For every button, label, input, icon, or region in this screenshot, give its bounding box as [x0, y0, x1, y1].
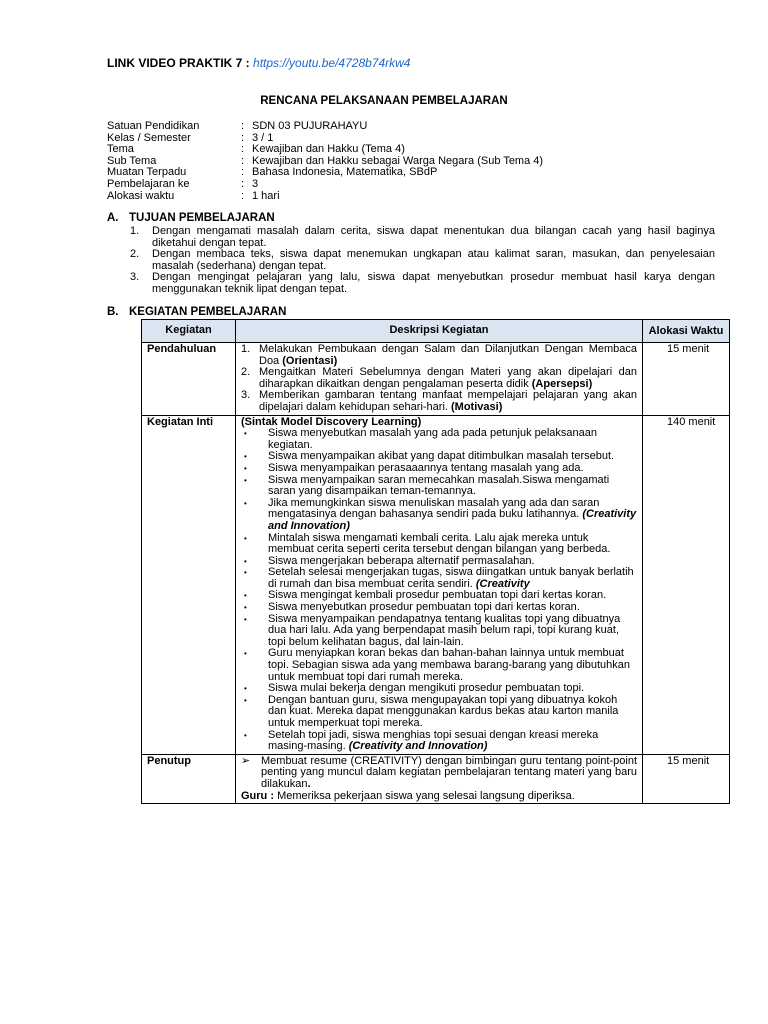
identity-colon: : — [241, 143, 245, 156]
objective-number: 2. — [130, 248, 140, 261]
identity-key: Tema — [107, 143, 134, 156]
pendahuluan-item — [241, 390, 637, 413]
inti-heading: (Sintak Model Discovery Learning) — [241, 415, 422, 428]
inti-bullet — [241, 475, 637, 498]
row-pendahuluan — [142, 343, 730, 416]
inti-bullet-text: Mintalah siswa mengamati kembali cerita. Lalu ajak mereka untuk membuat cerita seperti cerita tersebut dengan bilangan yang berbeda. — [268, 531, 611, 556]
inti-bullet-text: Siswa mulai bekerja dengan mengikuti prosedur pembuatan topi. — [268, 682, 585, 695]
section-a-heading — [107, 212, 275, 224]
identity-block — [107, 121, 543, 202]
section-b-heading — [107, 306, 286, 318]
row-inti — [142, 415, 730, 754]
pendahuluan-number: 1. — [241, 343, 251, 355]
inti-bullet — [241, 695, 637, 730]
inti-bullet — [241, 602, 637, 614]
pendahuluan-text: Mengaitkan Materi Sebelumnya dengan Materi yang akan dipelajari dan diharapkan dikaitkan dengan pengalaman peserta didik (Apersepsi) — [259, 366, 637, 390]
video-link-label: LINK VIDEO PRAKTIK 7 : — [107, 56, 250, 70]
inti-bullet-text: Guru menyiapkan koran bekas dan bahan-bahan lainnya untuk membuat topi. Sebagian siswa ada yang membawa barang-barang yang dibutuhkan untuk membuat topi dari rumah mereka. — [268, 647, 631, 683]
inti-bullet — [241, 463, 637, 475]
inti-bullet-text: Siswa menyampaikan pendapatnya tentang kualitas topi yang dibuatnya dua hari lalu. Ada yang berpendapat masih belum rapi, topi kurang kuat, topi belum kelihatan bagus, dal lain-lain. — [268, 612, 621, 648]
document-title: RENCANA PELAKSANAAN PEMBELAJARAN — [260, 95, 508, 107]
inti-bullet-text: Siswa menyampaikan akibat yang dapat ditimbulkan masalah tersebut. — [268, 450, 615, 463]
header-alokasi: Alokasi Waktu — [643, 320, 730, 343]
objective-text: Dengan mengamati masalah dalam cerita, siswa dapat menentukan dua bilangan cacah yang hasil baginya diketahui dengan tepat. — [152, 225, 715, 249]
objective-text: Dengan mengingat pelajaran yang lalu, siswa dapat menyebutkan prosedur membuat hasil karya dengan menggunakan teknik lipat dengan tepat. — [152, 271, 715, 295]
video-link-line — [107, 56, 410, 70]
time-pendahuluan: 15 menit — [643, 343, 730, 416]
video-link-url[interactable]: https://youtu.be/4728b74rkw4 — [253, 56, 411, 70]
objective-item — [130, 249, 715, 272]
identity-value: 3 / 1 — [252, 131, 274, 144]
identity-value: 3 — [252, 177, 259, 190]
bullet-icon: • — [244, 684, 247, 694]
bullet-icon: • — [244, 556, 247, 566]
header-kegiatan: Kegiatan — [142, 320, 236, 343]
bullet-icon: • — [244, 475, 247, 485]
identity-colon: : — [241, 189, 245, 202]
inti-bullet-tag: (Creativity and Innovation) — [348, 740, 488, 753]
inti-bullet — [241, 428, 637, 451]
pendahuluan-list — [241, 344, 637, 414]
identity-key: Alokasi waktu — [107, 189, 175, 202]
bullet-icon: • — [244, 695, 247, 705]
bullet-icon: • — [244, 463, 247, 473]
inti-bullet — [241, 498, 637, 533]
bullet-icon: • — [244, 533, 247, 543]
inti-bullet — [241, 730, 637, 753]
pendahuluan-number: 2. — [241, 366, 251, 379]
pendahuluan-item — [241, 367, 637, 390]
identity-row — [107, 121, 543, 133]
identity-value: Kewajiban dan Hakku sebagai Warga Negara (Sub Tema 4) — [252, 154, 544, 167]
inti-bullet — [241, 533, 637, 556]
phase-penutup: Penutup — [142, 754, 236, 803]
section-b-number: B. — [107, 306, 119, 318]
inti-bullet-text: Siswa menyebutkan masalah yang ada pada petunjuk pelaksanaan kegiatan. — [268, 427, 598, 451]
time-penutup: 15 menit — [643, 754, 730, 803]
identity-key: Sub Tema — [107, 154, 157, 167]
objectives-list — [130, 226, 715, 296]
inti-bullet-text: Setelah selesai mengerjakan tugas, siswa diingatkan untuk banyak berlatih di rumah dan bisa membuat cerita sendiri. (Creativity — [268, 566, 634, 590]
inti-bullet-text: Siswa menyampaikan perasaaannya tentang masalah yang ada. — [268, 461, 584, 474]
objective-text: Dengan membaca teks, siswa dapat menemukan ungkapan atau kalimat saran, masukan, dan penyelesaian masalah (sederhana) dengan tepat. — [152, 248, 715, 272]
objective-item — [130, 272, 715, 295]
table-header-row — [142, 320, 730, 343]
pendahuluan-tag: (Motivasi) — [451, 400, 503, 413]
identity-value: Bahasa Indonesia, Matematika, SBdP — [252, 166, 438, 179]
identity-key: Kelas / Semester — [107, 131, 191, 144]
identity-key: Pembelajaran ke — [107, 177, 190, 190]
time-inti: 140 menit — [643, 415, 730, 754]
objective-item — [130, 226, 715, 249]
identity-colon: : — [241, 154, 245, 167]
bullet-icon: • — [244, 614, 247, 624]
section-a-title: TUJUAN PEMBELAJARAN — [129, 212, 275, 224]
identity-colon: : — [241, 166, 245, 179]
bullet-icon: • — [244, 429, 247, 439]
section-b-title: KEGIATAN PEMBELAJARAN — [129, 306, 287, 318]
identity-colon: : — [241, 177, 245, 190]
pendahuluan-tag: (Apersepsi) — [531, 377, 593, 390]
identity-key: Satuan Pendidikan — [107, 120, 200, 132]
row-penutup — [142, 754, 730, 803]
objective-number: 3. — [130, 271, 140, 284]
pendahuluan-tag: (Orientasi) — [282, 354, 338, 367]
header-deskripsi: Deskripsi Kegiatan — [236, 320, 643, 343]
identity-key: Muatan Terpadu — [107, 166, 187, 179]
pendahuluan-text: Melakukan Pembukaan dengan Salam dan Dilanjutkan Dengan Membaca Doa (Orientasi) — [259, 343, 637, 367]
identity-value: Kewajiban dan Hakku (Tema 4) — [252, 143, 405, 156]
activity-table — [141, 319, 730, 804]
inti-bullet-tag: (Creativity — [475, 577, 530, 590]
inti-bullet-text: Siswa menyampaikan saran memecahkan masalah.Siswa mengamati saran yang disampaikan teman-temannya. — [268, 473, 610, 498]
bullet-icon: • — [244, 452, 247, 462]
inti-bullet-text: Dengan bantuan guru, siswa mengupayakan topi yang dibuatnya kokoh dan kuat. Mereka dapat menggunakan kardus bekas atau karton manila untuk memperkuat topi mereka. — [268, 693, 619, 729]
bullet-icon: • — [244, 568, 247, 578]
penutup-resume: ➢ Membuat resume (CREATIVITY) dengan bimbingan guru tentang point-point penting yang muncul dalam kegiatan pembelajaran tentang materi yang baru dilakukan. — [241, 754, 637, 790]
phase-pendahuluan: Pendahuluan — [142, 343, 236, 416]
inti-bullet-text: Setelah topi jadi, siswa menghias topi sesuai dengan kreasi mereka masing-masing. (Creativity and Innovation) — [268, 728, 599, 753]
inti-bullet — [241, 614, 637, 649]
bullet-icon: • — [244, 591, 247, 601]
inti-bullet-text: Siswa mengerjakan beberapa alternatif permasalahan. — [268, 554, 535, 567]
pendahuluan-number: 3. — [241, 389, 251, 402]
identity-colon: : — [241, 131, 245, 144]
phase-inti: Kegiatan Inti — [142, 415, 236, 754]
inti-bullet-tag: (Creativity and Innovation) — [268, 508, 637, 532]
bullet-icon: • — [244, 603, 247, 613]
bullet-icon: • — [244, 730, 247, 740]
inti-bullet-text: Siswa menyebutkan prosedur pembuatan topi dari kertas koran. — [268, 601, 580, 614]
objective-number: 1. — [130, 225, 140, 237]
inti-bullet — [241, 648, 637, 683]
identity-value: SDN 03 PUJURAHAYU — [252, 120, 368, 132]
pendahuluan-item — [241, 344, 637, 367]
section-a-number: A. — [107, 212, 119, 224]
identity-row — [107, 191, 543, 203]
inti-list — [241, 428, 637, 753]
identity-value: 1 hari — [252, 189, 280, 202]
arrow-bullet-icon: ➢ — [241, 754, 251, 767]
bullet-icon: • — [244, 498, 247, 508]
bullet-icon: • — [244, 649, 247, 659]
inti-bullet — [241, 567, 637, 590]
pendahuluan-text: Memberikan gambaran tentang manfaat mempelajari pelajaran yang akan dipelajari dalam kehidupan sehari-hari. (Motivasi) — [259, 389, 637, 413]
identity-row — [107, 179, 543, 191]
inti-bullet-text: Siswa mengingat kembali prosedur pembuatan topi dari kertas koran. — [268, 589, 607, 602]
identity-colon: : — [241, 120, 245, 132]
penutup-guru: Guru : Memeriksa pekerjaan siswa yang selesai langsung diperiksa. — [241, 789, 575, 802]
inti-bullet-text: Jika memungkinkan siswa menuliskan masalah yang ada dan saran mengatasinya dengan bahasanya sendiri pada buku latihannya. (Creativity and Innovation) — [268, 496, 637, 532]
